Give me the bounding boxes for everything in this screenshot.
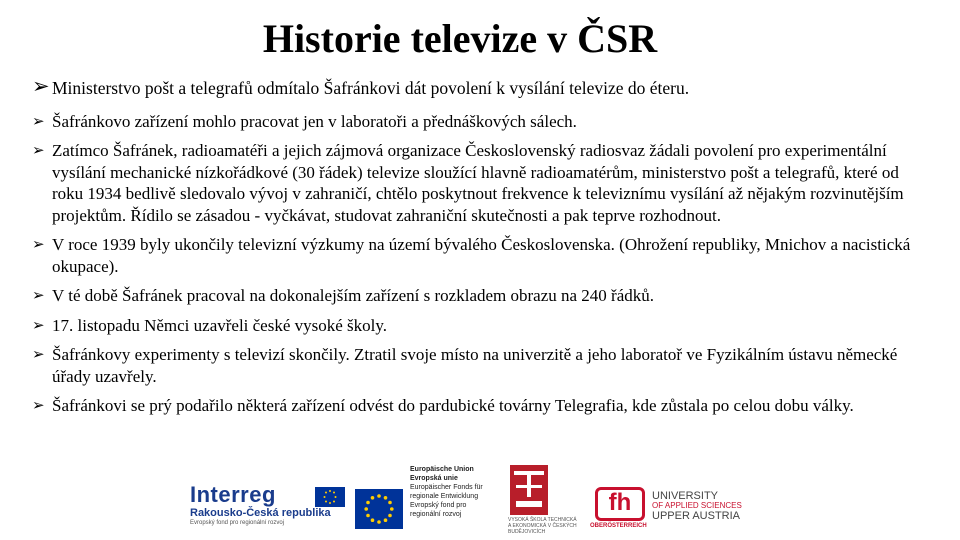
eu-line: regionální rozvoj — [410, 511, 462, 518]
eu-line: Europäischer Fonds für — [410, 484, 483, 491]
eu-line: Evropský fond pro — [410, 502, 467, 509]
vste-logo-icon — [510, 465, 548, 515]
vste-label: VYSOKÁ ŠKOLA TECHNICKÁ A EKONOMICKÁ V ČESKÝCH BUDĚJOVICÍCH — [508, 517, 577, 535]
university-text — [652, 491, 752, 521]
eu-fund-text — [410, 465, 500, 519]
bullet-item — [32, 315, 932, 337]
bullet-item — [32, 140, 932, 226]
bullet-text: Šafránkovo zařízení mohlo pracovat jen v laboratoři a přednáškových sálech. — [52, 111, 577, 131]
arrow-bullet-icon: ➢ — [32, 315, 45, 334]
interreg-program: Rakousko-Česká republika — [190, 507, 331, 519]
arrow-bullet-icon: ➢ — [32, 141, 45, 159]
arrow-bullet-icon: ➢ — [32, 111, 45, 130]
eu-line: Evropská unie — [410, 475, 458, 482]
bullet-text: Šafránkovy experimenty s televizí skončily. Ztratil svoje místo na univerzitě a jeho laboratoř ve Fyzikálním ústavu německé úřady uzavřely. — [52, 345, 898, 386]
bullet-item — [32, 395, 932, 417]
bullet-list — [32, 74, 932, 425]
fh-subtitle: OBERÖSTERREICH — [590, 523, 647, 529]
sponsor-logo-bar — [190, 465, 750, 535]
university-line: UPPER AUSTRIA — [652, 510, 741, 522]
university-line: OF APPLIED SCIENCES — [652, 501, 742, 510]
bullet-text: Šafránkovi se prý podařilo některá zařízení odvést do pardubické továrny Telegrafia, kde zůstala po celou dobu války. — [52, 396, 854, 415]
bullet-text: 17. listopadu Němci uzavřeli české vysoké školy. — [52, 315, 388, 335]
interreg-tagline: Evropský fond pro regionální rozvoj — [190, 520, 285, 526]
bullet-item — [32, 344, 932, 387]
arrow-bullet-icon: ➢ — [32, 345, 45, 363]
eu-flag-small-icon — [315, 487, 345, 507]
bullet-item — [32, 111, 932, 133]
bullet-text: Ministerstvo pošt a telegrafů odmítalo Šafránkovi dát povolení k vysílání televize do éteru. — [52, 78, 690, 98]
bullet-item — [32, 74, 932, 100]
bullet-text: Zatímco Šafránek, radioamatéři a jejich zájmová organizace Československý radiosvaz žádali povolení pro experimentální vysílání mechanické nízkořádkové (30 řádek) televize sloužící hlavně radioamatérům, ministerstvo pošt a telegrafů, které od roku 1934 bedlivě sledovalo vývoj v zahraničí, chtělo poskytnout frekvence k televiznímu vysílání až nějakým rozvinutějším projektům. Řídilo se zásadou - vyčkávat, studovat zahraniční skutečnosti a pak teprve rozhodnout. — [52, 141, 904, 225]
bullet-item — [32, 234, 932, 277]
eu-flag-icon — [355, 489, 403, 529]
bullet-text: V roce 1939 byly ukončily televizní výzkumy na území bývalého Československa. (Ohrožení republiky, Mnichov a nacistická okupace). — [52, 235, 911, 276]
arrow-bullet-icon: ➢ — [32, 74, 50, 98]
eu-line: regionale Entwicklung — [410, 493, 479, 500]
university-line: UNIVERSITY — [652, 490, 719, 502]
bullet-text: V té době Šafránek pracoval na dokonalejším zařízení s rozkladem obrazu na 240 řádků. — [52, 286, 655, 305]
arrow-bullet-icon: ➢ — [32, 286, 45, 304]
bullet-item — [32, 285, 932, 307]
arrow-bullet-icon: ➢ — [32, 396, 45, 414]
fh-logo: fh — [595, 487, 645, 521]
slide-title: Historie televize v ČSR — [262, 16, 658, 61]
arrow-bullet-icon: ➢ — [32, 235, 45, 253]
eu-line: Europäische Union — [410, 466, 474, 473]
interreg-brand: Interreg — [190, 482, 276, 507]
